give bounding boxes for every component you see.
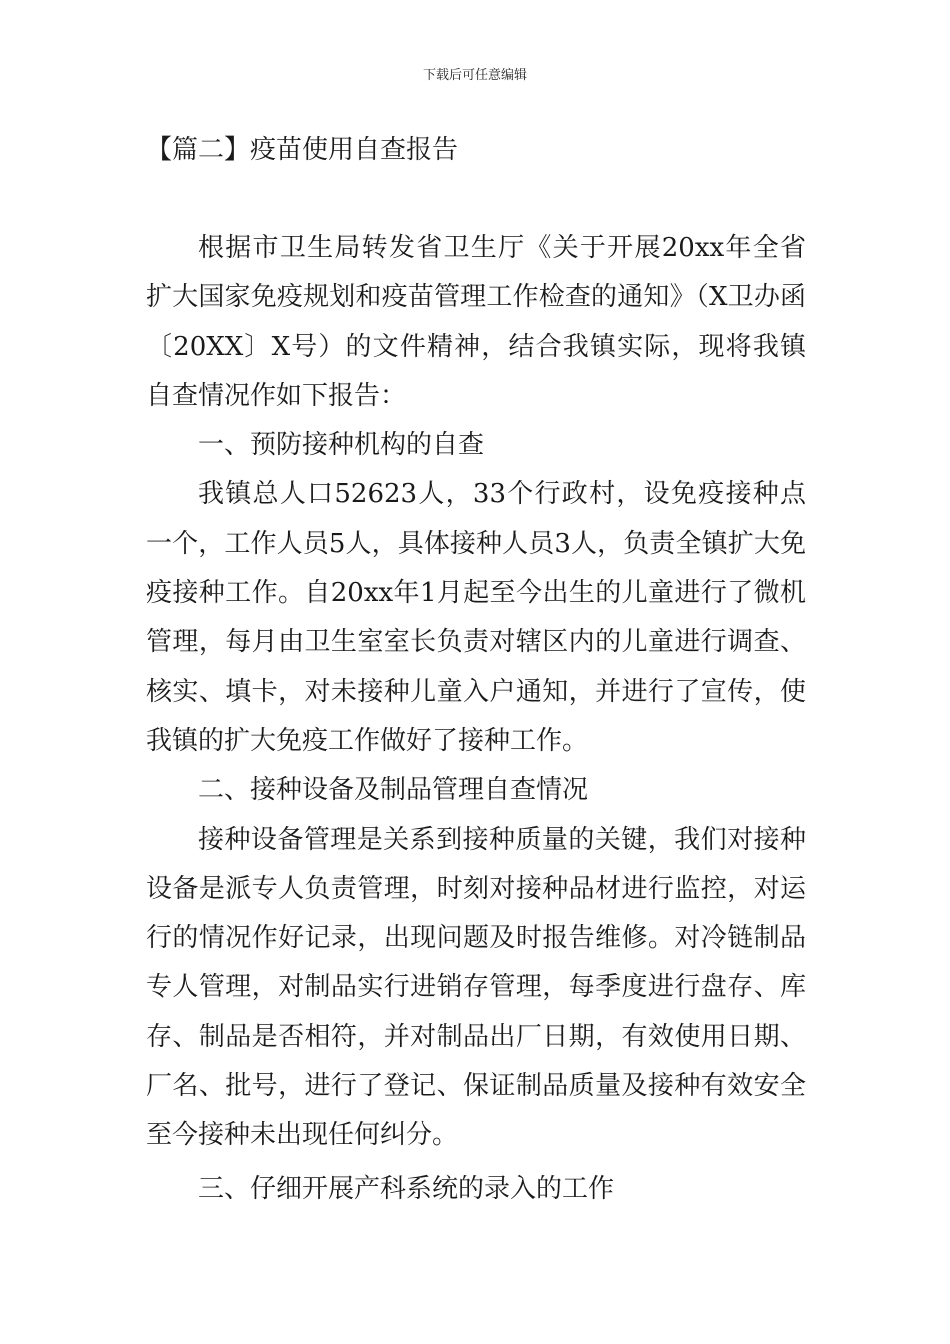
section-body-1: 我镇总人口52623人，33个行政村，设免疫接种点一个，工作人员5人，具体接种人员3人，负责全镇扩大免疫接种工作。自20xx年1月起至今出生的儿童进行了微机管理，每月由卫生室室长负责对辖区内的儿童进行调查、核实、填卡，对未接种儿童入户通知，并进行了宣传，使我镇的扩大免疫工作做好了接种工作。 [146,479,806,756]
intro-paragraph: 根据市卫生局转发省卫生厅《关于开展20xx年全省扩大国家免疫规划和疫苗管理工作检查的通知》（X卫办函〔20XX〕X号）的文件精神，结合我镇实际，现将我镇自查情况作如下报告： [146,233,806,411]
document-body [146,224,806,1214]
section-heading-3: 三、仔细开展产科系统的录入的工作 [198,1173,615,1204]
section-body-2: 接种设备管理是关系到接种质量的关键，我们对接种设备是派专人负责管理，时刻对接种品材进行监控，对运行的情况作好记录，出现问题及时报告维修。对冷链制品专人管理，对制品实行进销存管理，每季度进行盘存、库存、制品是否相符，并对制品出厂日期，有效使用日期、厂名、批号，进行了登记、保证制品质量及接种有效安全至今接种未出现任何纠分。 [146,824,806,1151]
section-heading-2: 二、接种设备及制品管理自查情况 [198,775,589,806]
section-heading-1: 一、预防接种机构的自查 [198,430,485,461]
document-title: 【篇二】疫苗使用自查报告 [146,135,459,165]
page-header-note: 下载后可任意编辑 [422,68,527,83]
